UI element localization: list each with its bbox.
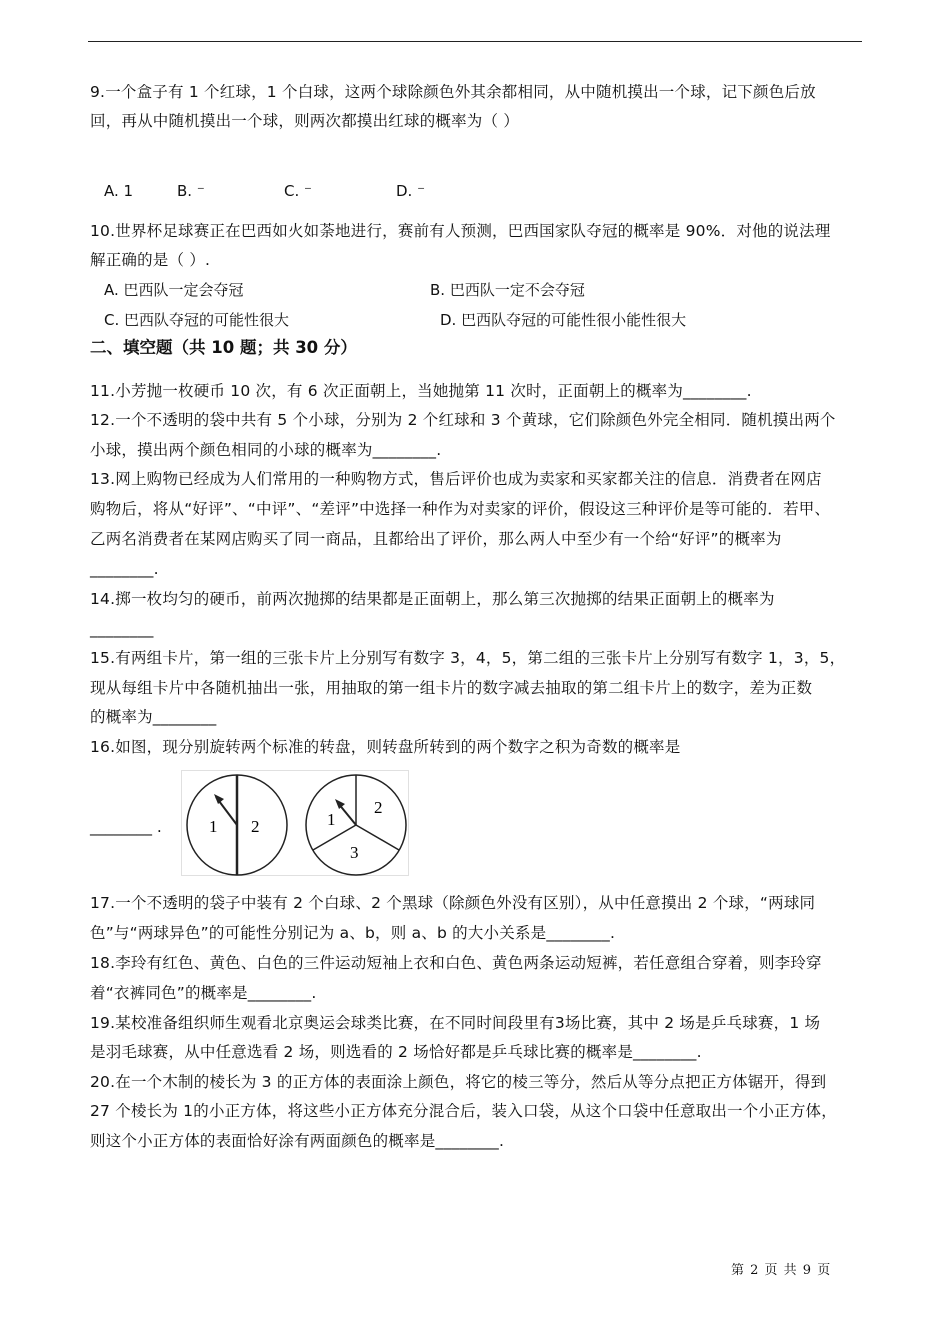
q13-stem-line2: 购物后，将从“好评”、“中评”、“差评”中选择一种作为对卖家的评价，假设这三种评价是等可能的．若甲、	[90, 500, 831, 518]
q9-option-c[interactable]: C. ⁻	[284, 182, 312, 200]
q19-stem-line1: 19.某校准备组织师生观看北京奥运会球类比赛，在不同时间段里有3场比赛，其中 2 场是乒乓球赛，1 场	[90, 1014, 821, 1032]
spinner-1-label-1: 1	[209, 817, 218, 836]
q20-stem-line2: 27 个棱长为 1的小正方体，将这些小正方体充分混合后，装入口袋，从这个口袋中任意取出一个小正方体，	[90, 1102, 837, 1120]
q16-answer-blank: ________ .	[90, 818, 162, 836]
q10-stem-line1: 10.世界杯足球赛正在巴西如火如荼地进行，赛前有人预测，巴西国家队夺冠的概率是 90%．对他的说法理	[90, 222, 831, 240]
spinner-2-label-2: 2	[374, 798, 383, 817]
q17-stem-line2: 色”与“两球异色”的可能性分别记为 a、b，则 a、b 的大小关系是________.	[90, 924, 616, 942]
q9-stem-line2: 回，再从中随机摸出一个球，则两次都摸出红球的概率为（ ）	[90, 112, 520, 130]
q11-stem-line1: 11.小芳抛一枚硬币 10 次，有 6 次正面朝上，当她抛第 11 次时，正面朝上的概率为________.	[90, 382, 752, 400]
q15-stem-line2: 现从每组卡片中各随机抽出一张，用抽取的第一组卡片的数字减去抽取的第二组卡片上的数字，差为正数	[90, 679, 813, 697]
q15-stem-line3: 的概率为________	[90, 708, 217, 726]
spinner-1-arrowhead-icon	[214, 794, 224, 804]
q14-stem-line1: 14.掷一枚均匀的硬币，前两次抛掷的结果都是正面朝上，那么第三次抛掷的结果正面朝上的概率为	[90, 590, 775, 608]
q17-stem-line1: 17.一个不透明的袋子中装有 2 个白球、2 个黑球（除颜色外没有区别），从中任意摸出 2 个球，“两球同	[90, 894, 816, 912]
page-number: 第 2 页 共 9 页	[731, 1263, 832, 1278]
q9-option-d[interactable]: D. ⁻	[396, 182, 426, 200]
q16-stem-line1: 16.如图，现分别旋转两个标准的转盘，则转盘所转到的两个数字之积为奇数的概率是	[90, 738, 681, 756]
spinner-2-arrowhead-icon	[335, 799, 345, 809]
header-rule	[88, 41, 862, 42]
section-heading: 二、填空题（共 10 题；共 30 分）	[90, 338, 357, 357]
q12-stem-line2: 小球，摸出两个颜色相同的小球的概率为________.	[90, 441, 442, 459]
q9-option-a[interactable]: A. 1	[104, 182, 134, 200]
spinner-figure	[181, 770, 409, 876]
spinner-2-label-1: 1	[327, 810, 336, 829]
q18-stem-line2: 着“衣裤同色”的概率是________.	[90, 984, 317, 1002]
spinner-2-divider-c	[356, 825, 399, 850]
spinner-2-label-3: 3	[350, 843, 359, 862]
q18-stem-line1: 18.李玲有红色、黄色、白色的三件运动短袖上衣和白色、黄色两条运动短裤，若任意组合穿着，则李玲穿	[90, 954, 822, 972]
q9-stem-line1: 9.一个盒子有 1 个红球，1 个白球，这两个球除颜色外其余都相同，从中随机摸出一个球，记下颜色后放	[90, 83, 816, 101]
q12-stem-line1: 12.一个不透明的袋中共有 5 个小球，分别为 2 个红球和 3 个黄球，它们除颜色外完全相同．随机摸出两个	[90, 411, 836, 429]
q10-option-a[interactable]: A. 巴西队一定会夺冠	[104, 281, 244, 299]
q20-stem-line3: 则这个小正方体的表面恰好涂有两面颜色的概率是________.	[90, 1132, 505, 1150]
spinner-2	[306, 775, 406, 875]
q10-stem-line2: 解正确的是（ ）.	[90, 251, 211, 269]
q10-option-d[interactable]: D. 巴西队夺冠的可能性很小能性很大	[440, 311, 687, 329]
q13-stem-line4: ________.	[90, 560, 159, 578]
q9-option-b[interactable]: B. ⁻	[177, 182, 205, 200]
q13-stem-line1: 13.网上购物已经成为人们常用的一种购物方式，售后评价也成为卖家和买家都关注的信息．消费者在网店	[90, 470, 822, 488]
q15-stem-line1: 15.有两组卡片，第一组的三张卡片上分别写有数字 3，4，5，第二组的三张卡片上分别写有数字 1，3，5，	[90, 649, 846, 667]
q19-stem-line2: 是羽毛球赛，从中任意选看 2 场，则选看的 2 场恰好都是乒乓球比赛的概率是________.	[90, 1043, 702, 1061]
q13-stem-line3: 乙两名消费者在某网店购买了同一商品，且都给出了评价，那么两人中至少有一个给“好评”的概率为	[90, 530, 782, 548]
q10-option-c[interactable]: C. 巴西队夺冠的可能性很大	[104, 311, 290, 329]
q14-answer-blank: ________	[90, 620, 154, 638]
spinner-1-label-2: 2	[251, 817, 260, 836]
spinner-1	[187, 775, 287, 875]
q10-option-b[interactable]: B. 巴西队一定不会夺冠	[430, 281, 585, 299]
q20-stem-line1: 20.在一个木制的棱长为 3 的正方体的表面涂上颜色，将它的棱三等分，然后从等分点把正方体锯开，得到	[90, 1073, 827, 1091]
